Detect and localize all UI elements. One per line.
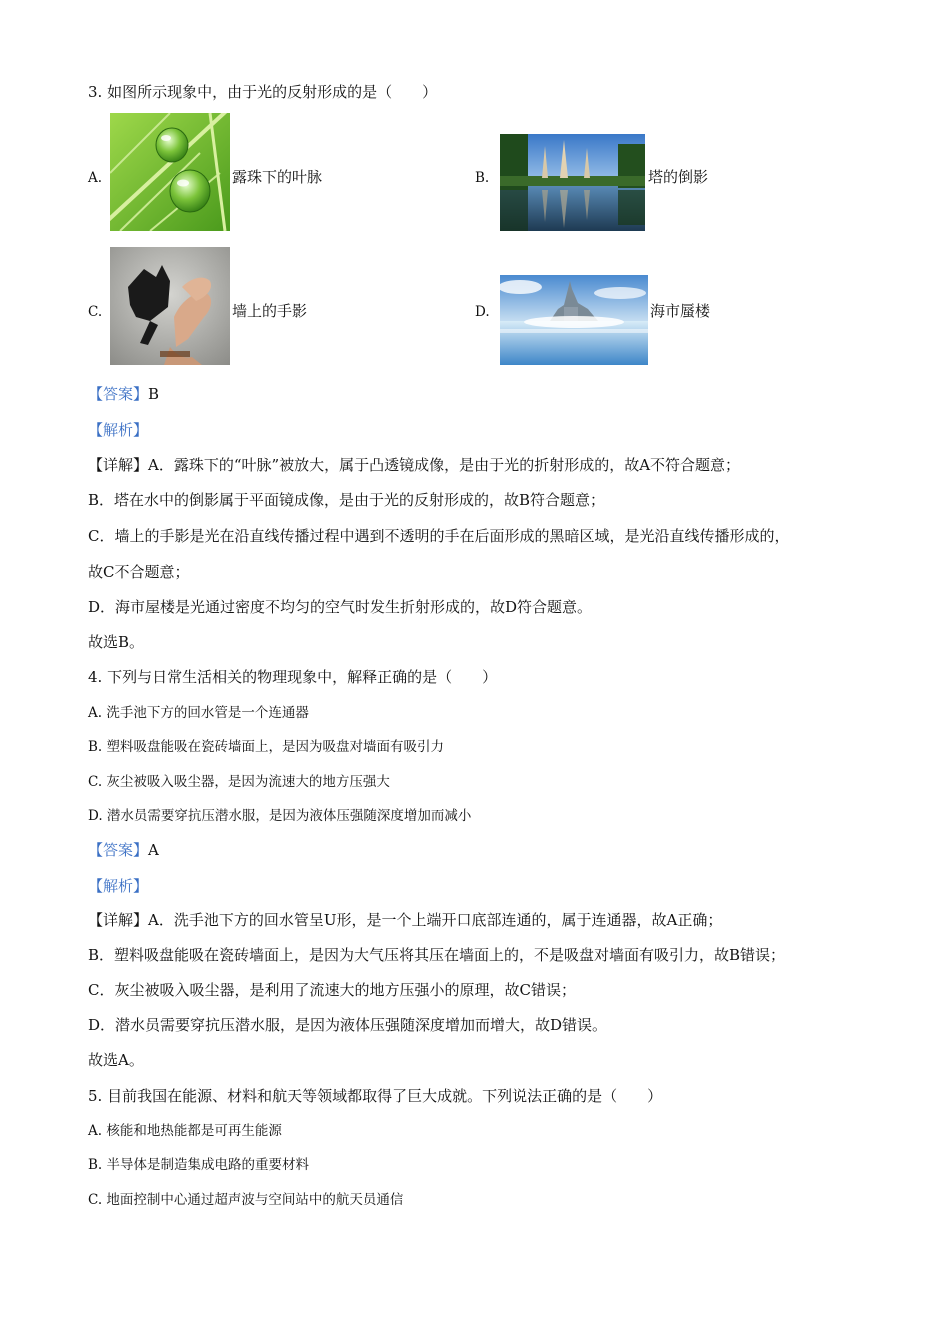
q4-option-d: D. 潜水员需要穿抗压潜水服，是因为液体压强随深度增加而减小 bbox=[88, 808, 472, 824]
q3-explain-line-b: B．塔在水中的倒影属于平面镜成像，是由于光的反射形成的，故B符合题意； bbox=[88, 491, 606, 509]
q5-option-b: B. 半导体是制造集成电路的重要材料 bbox=[88, 1157, 310, 1173]
q3-answer-tag: 【答案】 bbox=[88, 385, 149, 403]
q5-option-c: C. 地面控制中心通过超声波与空间站中的航天员通信 bbox=[88, 1192, 404, 1208]
q4-answer-row bbox=[88, 840, 159, 860]
option-b-caption: 塔的倒影 bbox=[648, 168, 709, 186]
q4-answer-value: A bbox=[148, 841, 159, 859]
q3-answer-value: B bbox=[148, 385, 160, 403]
q3-explain-line-c: C．墙上的手影是光在沿直线传播过程中遇到不透明的手在后面形成的黑暗区域，是光沿直线传播形成的， bbox=[88, 527, 790, 545]
q3-explain-a bbox=[88, 455, 740, 475]
q4-answer-tag: 【答案】 bbox=[88, 841, 149, 859]
option-b-letter: B. bbox=[475, 170, 490, 186]
question-4-stem: 4. 下列与日常生活相关的物理现象中，解释正确的是（ ） bbox=[88, 668, 498, 686]
option-c-caption: 墙上的手影 bbox=[232, 302, 308, 320]
q4-explain-a bbox=[88, 910, 722, 930]
leaf-dewdrop-image bbox=[110, 113, 230, 231]
q4-explain-line-c: C．灰尘被吸入吸尘器，是利用了流速大的地方压强小的原理，故C错误； bbox=[88, 981, 576, 999]
q3-explain-line-a: A．露珠下的“叶脉”被放大，属于凸透镜成像，是由于光的折射形成的，故A不符合题意； bbox=[148, 456, 741, 474]
q3-conclusion: 故选B。 bbox=[88, 633, 145, 651]
q3-detail-tag: 【详解】 bbox=[88, 456, 149, 474]
question-5-stem: 5. 目前我国在能源、材料和航天等领域都取得了巨大成就。下列说法正确的是（ ） bbox=[88, 1087, 663, 1105]
option-a-letter: A. bbox=[88, 170, 103, 186]
option-d-caption: 海市蜃楼 bbox=[650, 302, 711, 320]
q5-option-a: A. 核能和地热能都是可再生能源 bbox=[88, 1123, 282, 1139]
q4-conclusion: 故选A。 bbox=[88, 1051, 144, 1069]
q4-option-a: A. 洗手池下方的回水管是一个连通器 bbox=[88, 705, 309, 721]
option-c-letter: C. bbox=[88, 304, 103, 320]
q4-detail-tag: 【详解】 bbox=[88, 911, 149, 929]
q4-option-c: C. 灰尘被吸入吸尘器，是因为流速大的地方压强大 bbox=[88, 774, 390, 790]
tower-reflection-image bbox=[500, 134, 645, 231]
q4-explain-line-d: D．潜水员需要穿抗压潜水服，是因为液体压强随深度增加而增大，故D错误。 bbox=[88, 1016, 608, 1034]
q3-answer-row bbox=[88, 384, 159, 404]
q3-analysis-tag: 【解析】 bbox=[88, 421, 149, 439]
option-d-letter: D. bbox=[475, 304, 490, 320]
option-a-caption: 露珠下的叶脉 bbox=[232, 168, 323, 186]
q3-explain-line-d: D．海市屋楼是光通过密度不均匀的空气时发生折射形成的，故D符合题意。 bbox=[88, 598, 593, 616]
q4-explain-line-b: B．塑料吸盘能吸在瓷砖墙面上，是因为大气压将其压在墙面上的，不是吸盘对墙面有吸引力，故B错误； bbox=[88, 946, 786, 964]
mirage-image bbox=[500, 275, 648, 365]
q4-analysis-tag: 【解析】 bbox=[88, 877, 149, 895]
q4-option-b: B. 塑料吸盘能吸在瓷砖墙面上，是因为吸盘对墙面有吸引力 bbox=[88, 739, 445, 755]
question-3-stem: 3. 如图所示现象中，由于光的反射形成的是（ ） bbox=[88, 83, 438, 101]
q3-explain-line-c-cont: 故C不合题意； bbox=[88, 563, 190, 581]
q4-explain-line-a: A．洗手池下方的回水管呈U形，是一个上端开口底部连通的，属于连通器，故A正确； bbox=[148, 911, 723, 929]
hand-shadow-image bbox=[110, 247, 230, 365]
